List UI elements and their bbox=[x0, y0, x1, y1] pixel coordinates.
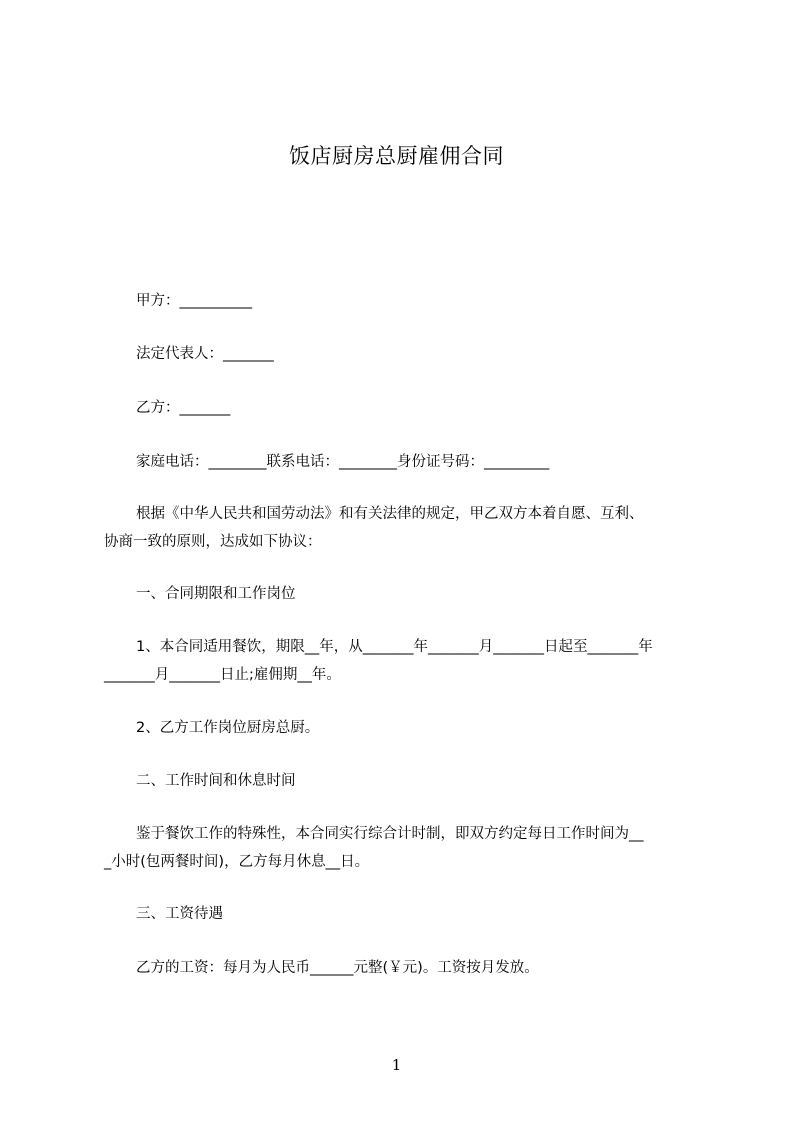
preamble-line-2: 协商一致的原则，达成如下协议： bbox=[104, 534, 322, 550]
preamble-paragraph bbox=[104, 500, 704, 556]
clause-1-1-line-1: 1、本合同适用餐饮，期限__年，从_______年_______月_______日起至_______年 bbox=[136, 639, 653, 655]
clause-1-1-paragraph bbox=[104, 633, 704, 689]
clause-2-line-2: _小时(包两餐时间)，乙方每月休息__日。 bbox=[104, 854, 370, 870]
clause-2-paragraph bbox=[104, 820, 704, 876]
section-2-heading: 二、工作时间和休息时间 bbox=[136, 773, 296, 789]
contact-info-line: 家庭电话：________联系电话：________身份证号码：_________ bbox=[136, 454, 550, 470]
clause-1-1-line-2: _______月_______日止;雇佣期__年。 bbox=[104, 667, 341, 683]
clause-3-line: 乙方的工资：每月为人民币______元整(￥元)。工资按月发放。 bbox=[136, 960, 539, 976]
clause-1-2-line: 2、乙方工作岗位厨房总厨。 bbox=[136, 720, 320, 736]
section-1-heading: 一、合同期限和工作岗位 bbox=[136, 586, 296, 602]
party-b-line: 乙方：_______ bbox=[136, 400, 231, 416]
preamble-line-1: 根据《中华人民共和国劳动法》和有关法律的规定，甲乙双方本着自愿、互利、 bbox=[136, 506, 644, 522]
page-number: 1 bbox=[391, 1056, 402, 1074]
clause-2-line-1: 鉴于餐饮工作的特殊性，本合同实行综合计时制，即双方约定每日工作时间为__ bbox=[136, 826, 644, 842]
party-a-line: 甲方：__________ bbox=[136, 293, 252, 309]
document-title: 饭店厨房总厨雇佣合同 bbox=[289, 144, 504, 168]
legal-representative-line: 法定代表人：_______ bbox=[136, 346, 274, 362]
section-3-heading: 三、工资待遇 bbox=[136, 906, 223, 922]
